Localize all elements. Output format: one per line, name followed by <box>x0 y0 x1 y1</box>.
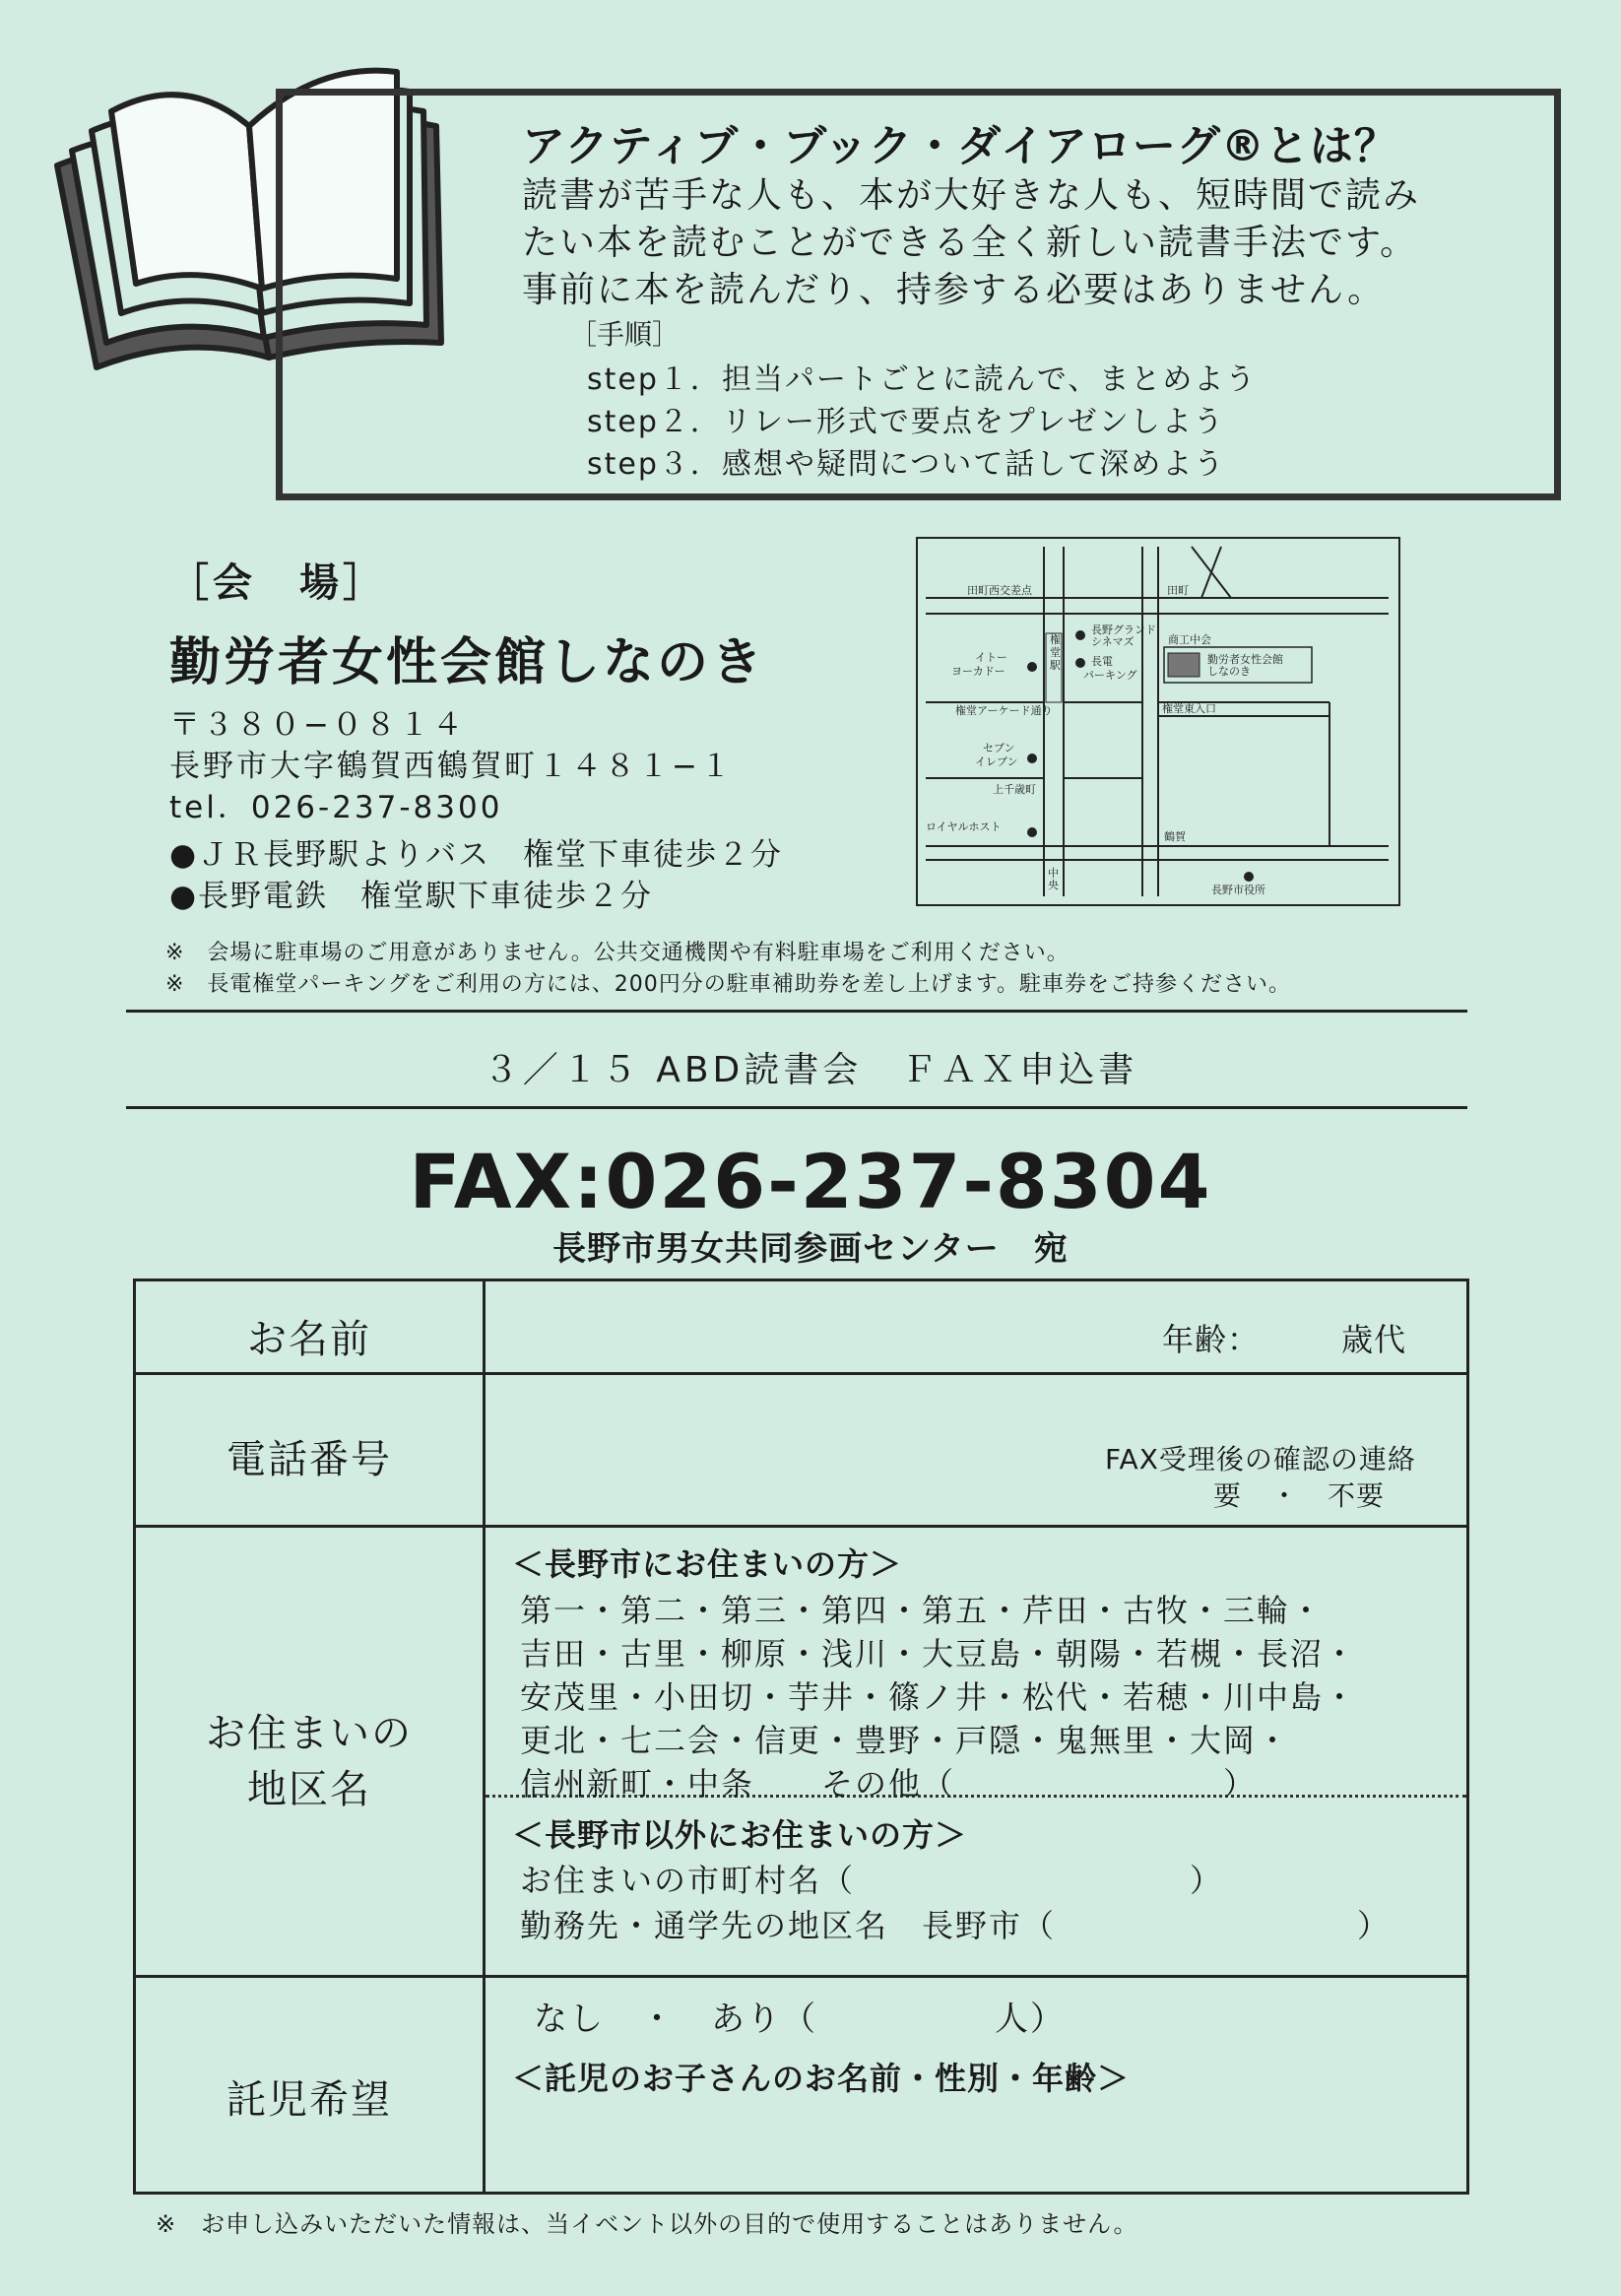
district-options[interactable]: 吉田・古里・柳原・浅川・大豆島・朝陽・若槻・長沼・ <box>520 1635 1358 1673</box>
confirm-label: FAX受理後の確認の連絡 <box>1105 1443 1416 1476</box>
svg-text:長野グランド: 長野グランド <box>1091 624 1156 636</box>
district-label: 地区名 <box>247 1767 371 1812</box>
form-title: ３／１５ ABD読書会 ＦＡＸ申込書 <box>483 1050 1138 1090</box>
venue-name: 勤労者女性会館しなのき <box>169 633 766 692</box>
svg-text:勤労者女性会館: 勤労者女性会館 <box>1207 654 1283 666</box>
venue-access: ●ＪＲ長野駅よりバス 権堂下車徒歩２分 <box>169 837 784 873</box>
phone-label: 電話番号 <box>227 1437 392 1482</box>
confirm-options[interactable]: 要 ・ 不要 <box>1213 1479 1386 1512</box>
intro-line: たい本を読むことができる全く新しい読書手法です。 <box>522 223 1418 263</box>
svg-text:中: 中 <box>1048 868 1059 880</box>
svg-text:田町: 田町 <box>1167 585 1189 597</box>
fax-number: FAX:026-237-8304 <box>409 1138 1212 1225</box>
privacy-footnote: ※ お申し込みいただいた情報は、当イベント以外の目的で使用することはありません。 <box>156 2210 1138 2238</box>
svg-text:商工中会: 商工中会 <box>1168 634 1211 646</box>
intro-title: アクティブ・ブック・ダイアローグ®とは？ <box>522 121 1398 171</box>
childcare-options[interactable]: なし ・ あり（ 人） <box>534 2000 1066 2039</box>
svg-text:駅: 駅 <box>1050 660 1061 672</box>
district-label: お住まいの <box>206 1711 413 1756</box>
svg-text:パーキング: パーキング <box>1083 670 1137 682</box>
svg-text:しなのき: しなのき <box>1207 666 1251 678</box>
district-options[interactable]: 信州新町・中条 その他（ ） <box>520 1765 1258 1803</box>
childcare-label: 託児希望 <box>227 2077 392 2123</box>
outside-heading: ＜長野市以外にお住まいの方＞ <box>512 1816 968 1854</box>
divider <box>126 1106 1467 1109</box>
name-label: お名前 <box>247 1317 371 1362</box>
svg-text:央: 央 <box>1048 880 1059 891</box>
step-item: step１．担当パートごとに読んで、まとめよう <box>587 362 1258 397</box>
divider <box>126 1010 1467 1013</box>
svg-text:鶴賀: 鶴賀 <box>1164 831 1186 843</box>
district-options[interactable]: 更北・七二会・信更・豊野・戸隠・鬼無里・大岡・ <box>520 1722 1291 1759</box>
svg-text:ロイヤルホスト: ロイヤルホスト <box>926 821 1002 833</box>
svg-text:長野市役所: 長野市役所 <box>1211 885 1265 896</box>
work-school-field[interactable]: 勤務先・通学先の地区名 長野市（ ） <box>520 1907 1392 1944</box>
svg-text:上千歳町: 上千歳町 <box>993 784 1036 796</box>
table-row-divider <box>133 1372 1469 1375</box>
steps-heading: ［手順］ <box>569 318 681 351</box>
childcare-heading: ＜託児のお子さんのお名前・性別・年齢＞ <box>512 2060 1131 2097</box>
note: ※ 会場に駐車場のご用意がありません。公共交通機関や有料駐車場をご利用ください。 <box>165 941 1070 965</box>
svg-text:ヨーカドー: ヨーカドー <box>951 666 1005 678</box>
svg-text:田町西交差点: 田町西交差点 <box>967 585 1032 597</box>
table-row-divider <box>133 1975 1469 1978</box>
venue-address: 長野市大字鶴賀西鶴賀町１４８１−１ <box>169 749 734 784</box>
addressee: 長野市男女共同参画センター 宛 <box>552 1229 1069 1269</box>
venue-tel: tel．026-237-8300 <box>169 790 503 825</box>
venue-postal: 〒３８０−０８１４ <box>169 707 466 743</box>
svg-text:セブン: セブン <box>983 743 1015 754</box>
svg-text:権: 権 <box>1050 634 1061 646</box>
svg-text:権堂東入口: 権堂東入口 <box>1162 703 1216 715</box>
venue-label: ［会 場］ <box>169 560 386 606</box>
venue-access: ●長野電鉄 権堂駅下車徒歩２分 <box>169 879 654 914</box>
svg-text:権堂アーケード通り: 権堂アーケード通り <box>955 705 1053 717</box>
venue-map <box>916 537 1400 906</box>
step-item: step３．感想や疑問について話して深めよう <box>587 447 1226 482</box>
district-options[interactable]: 安茂里・小田切・芋井・篠ノ井・松代・若穂・川中島・ <box>520 1678 1358 1716</box>
nagano-heading: ＜長野市にお住まいの方＞ <box>512 1545 903 1583</box>
svg-text:イレブン: イレブン <box>975 756 1018 768</box>
step-item: step２．リレー形式で要点をプレゼンしよう <box>587 405 1225 439</box>
district-options[interactable]: 第一・第二・第三・第四・第五・芹田・古牧・三輪・ <box>520 1592 1325 1629</box>
table-row-divider <box>133 1525 1469 1528</box>
outside-city-field[interactable]: お住まいの市町村名（ ） <box>520 1862 1224 1899</box>
age-field[interactable]: 年齢： 歳代 <box>1162 1321 1407 1358</box>
note: ※ 長電権堂パーキングをご利用の方には、200円分の駐車補助券を差し上げます。駐車券をご持参ください。 <box>165 972 1292 997</box>
intro-line: 事前に本を読んだり、持参する必要はありません。 <box>522 270 1386 310</box>
table-divider <box>483 1279 486 2195</box>
svg-text:長電: 長電 <box>1091 656 1113 668</box>
svg-text:イトー: イトー <box>975 652 1007 664</box>
intro-line: 読書が苦手な人も、本が大好きな人も、短時間で読み <box>522 175 1421 216</box>
svg-text:シネマズ: シネマズ <box>1091 636 1135 648</box>
svg-text:堂: 堂 <box>1050 647 1061 659</box>
